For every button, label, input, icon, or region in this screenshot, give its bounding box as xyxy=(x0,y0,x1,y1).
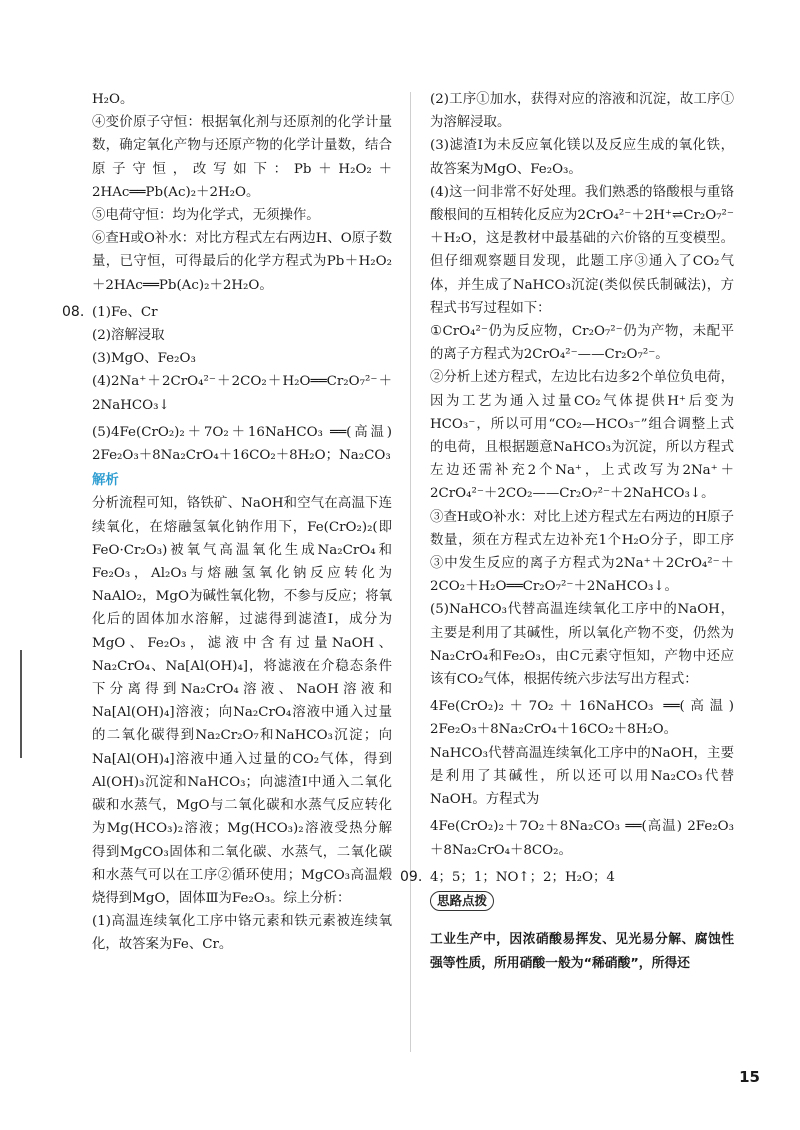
page-number: 15 xyxy=(739,1068,760,1086)
text-line: H₂O。 xyxy=(92,92,134,107)
answer-3: (3)MgO、Fe₂O₃ xyxy=(92,351,196,367)
text-paragraph: ④变价原子守恒：根据氧化剂与还原剂的化学计量数，确定氧化产物与还原产物的化学计量数，结合原子守恒，改写如下：Pb＋H₂O₂＋2HAc══Pb(Ac)₂＋2H₂O。 xyxy=(92,115,392,200)
text-paragraph: ③查H或O补水：对比上述方程式左右两边的H原子数量，须在方程式左边补充1个H₂O分子，即工序③中发生反应的离子方程式为2Na⁺＋2CrO₄²⁻＋2CO₂＋H₂O══Cr₂O₇²⁻＋2NaHCO₃↓。 xyxy=(430,509,734,595)
text-paragraph: (5)NaHCO₃代替高温连续氧化工序中的NaOH，主要是利用了其碱性，所以氧化产物不变，仍然为Na₂CrO₄和Fe₂O₃，由C元素守恒知，产物中还应该有CO₂气体，根据传统六步法写出方程式： xyxy=(430,602,734,688)
answer-line xyxy=(62,301,392,324)
answer-1: (1)Fe、Cr xyxy=(92,304,158,320)
text-paragraph: (4)这一问非常不好处理。我们熟悉的铬酸根与重铬酸根间的互相转化反应为2CrO₄²⁻＋2H⁺⇌Cr₂O₇²⁻＋H₂O，这是教材中最基础的六价铬的互变模型。但仔细观察题目发现，此题工序③通入了CO₂气体，并生成了NaHCO₃沉淀(类似侯氏制碱法)，方程式书写过程如下： xyxy=(430,184,734,316)
margin-bar xyxy=(20,650,22,758)
question-number: 08. xyxy=(62,303,85,320)
text-paragraph: (2)工序①加水，获得对应的溶液和沉淀，故工序①为溶解浸取。 xyxy=(430,92,734,131)
text-paragraph: ①CrO₄²⁻仍为反应物，Cr₂O₇²⁻仍为产物，未配平的离子方程式为2CrO₄²⁻——Cr₂O₇²⁻。 xyxy=(430,324,734,363)
tip-badge: 思路点拨 xyxy=(430,891,494,911)
text-paragraph: ⑤电荷守恒：均为化学式，无须操作。 xyxy=(92,208,320,224)
question-08 xyxy=(62,301,392,957)
analysis-label: 解析 xyxy=(92,473,119,489)
text-paragraph: ②分析上述方程式，左边比右边多2个单位负电荷，因为工艺为通入过量CO₂气体提供H⁺后变为HCO₃⁻，所以可用“CO₂—HCO₃⁻”组合调整上式的电荷，且根据题意NaHCO₃为沉淀，所以方程式左边还需补充2个Na⁺，上式改写为2Na⁺＋2CrO₄²⁻＋2CO₂——Cr₂O₇²⁻＋2NaHCO₃↓。 xyxy=(430,370,734,502)
column-divider xyxy=(410,92,411,1052)
left-column xyxy=(62,88,392,957)
analysis-end: (1)高温连续氧化工序中铬元素和铁元素被连续氧化，故答案为Fe、Cr。 xyxy=(92,914,392,953)
right-column xyxy=(400,88,734,989)
text-paragraph: NaHCO₃代替高温连续氧化工序中的NaOH，主要是利用了其碱性，所以还可以用Na₂CO₃代替NaOH。方程式为 xyxy=(430,745,734,808)
analysis-text: 分析流程可知，铬铁矿、NaOH和空气在高温下连续氧化，在熔融氢氧化钠作用下，Fe(CrO₂)₂(即FeO·Cr₂O₃)被氧气高温氧化生成Na₂CrO₄和Fe₂O₃，Al₂O₃与熔融氢氧化钠反应转化为NaAlO₂，MgO为碱性氧化物，不参与反应；将氧化后的固体加水溶解，过滤得到滤渣Ⅰ，成分为MgO、Fe₂O₃，滤液中含有过量NaOH、Na₂CrO₄、Na[Al(OH)₄]，将滤液在介稳态条件下分离得到Na₂CrO₄溶液、NaOH溶液和Na[Al(OH)₄]溶液；向Na₂CrO₄溶液中通入过量的二氧化碳得到Na₂Cr₂O₇和NaHCO₃沉淀；向Na[Al(OH)₄]溶液中通入过量的CO₂气体，得到Al(OH)₃沉淀和NaHCO₃；向滤渣Ⅰ中通入二氧化碳和水蒸气，MgO与二氧化碳和水蒸气反应转化为Mg(HCO₃)₂溶液；Mg(HCO₃)₂溶液受热分解得到MgCO₃固体和二氧化碳、水蒸气，二氧化碳和水蒸气可以在工序②循环使用；MgCO₃高温煅烧得到MgO，固体Ⅲ为Fe₂O₃。综上分析： xyxy=(92,496,392,906)
question-number: 09. xyxy=(400,868,423,885)
equation: 4Fe(CrO₂)₂＋7O₂＋16NaHCO₃ ══(高温) 2Fe₂O₃＋8Na₂CrO₄＋16CO₂＋8H₂O。 xyxy=(430,699,734,738)
answer-2: (2)溶解浸取 xyxy=(92,328,165,344)
answer: 4；5；1；NO↑；2；H₂O；4 xyxy=(430,869,615,885)
text-paragraph: (3)滤渣Ⅰ为未反应氧化镁以及反应生成的氧化铁，故答案为MgO、Fe₂O₃。 xyxy=(430,138,734,177)
text-paragraph: ⑥查H或O补水：对比方程式左右两边H、O原子数量，已守恒，可得最后的化学方程式为Pb＋H₂O₂＋2HAc══Pb(Ac)₂＋2H₂O。 xyxy=(92,231,392,293)
answer-4: (4)2Na⁺＋2CrO₄²⁻＋2CO₂＋H₂O══Cr₂O₇²⁻＋2NaHCO₃↓ xyxy=(92,374,392,413)
answer-5: (5)4Fe(CrO₂)₂＋7O₂＋16NaHCO₃ ══(高温) 2Fe₂O₃＋8Na₂CrO₄＋16CO₂＋8H₂O；Na₂CO₃ xyxy=(92,424,392,464)
tip-text: 工业生产中，因浓硝酸易挥发、见光易分解、腐蚀性强等性质，所用硝酸一般为“稀硝酸”，所得还 xyxy=(430,931,734,971)
answer-line xyxy=(400,866,734,889)
question-09 xyxy=(400,866,734,976)
equation: 4Fe(CrO₂)₂＋7O₂＋8Na₂CO₃ ══(高温) 2Fe₂O₃＋8Na₂CrO₄＋8CO₂。 xyxy=(430,819,734,858)
